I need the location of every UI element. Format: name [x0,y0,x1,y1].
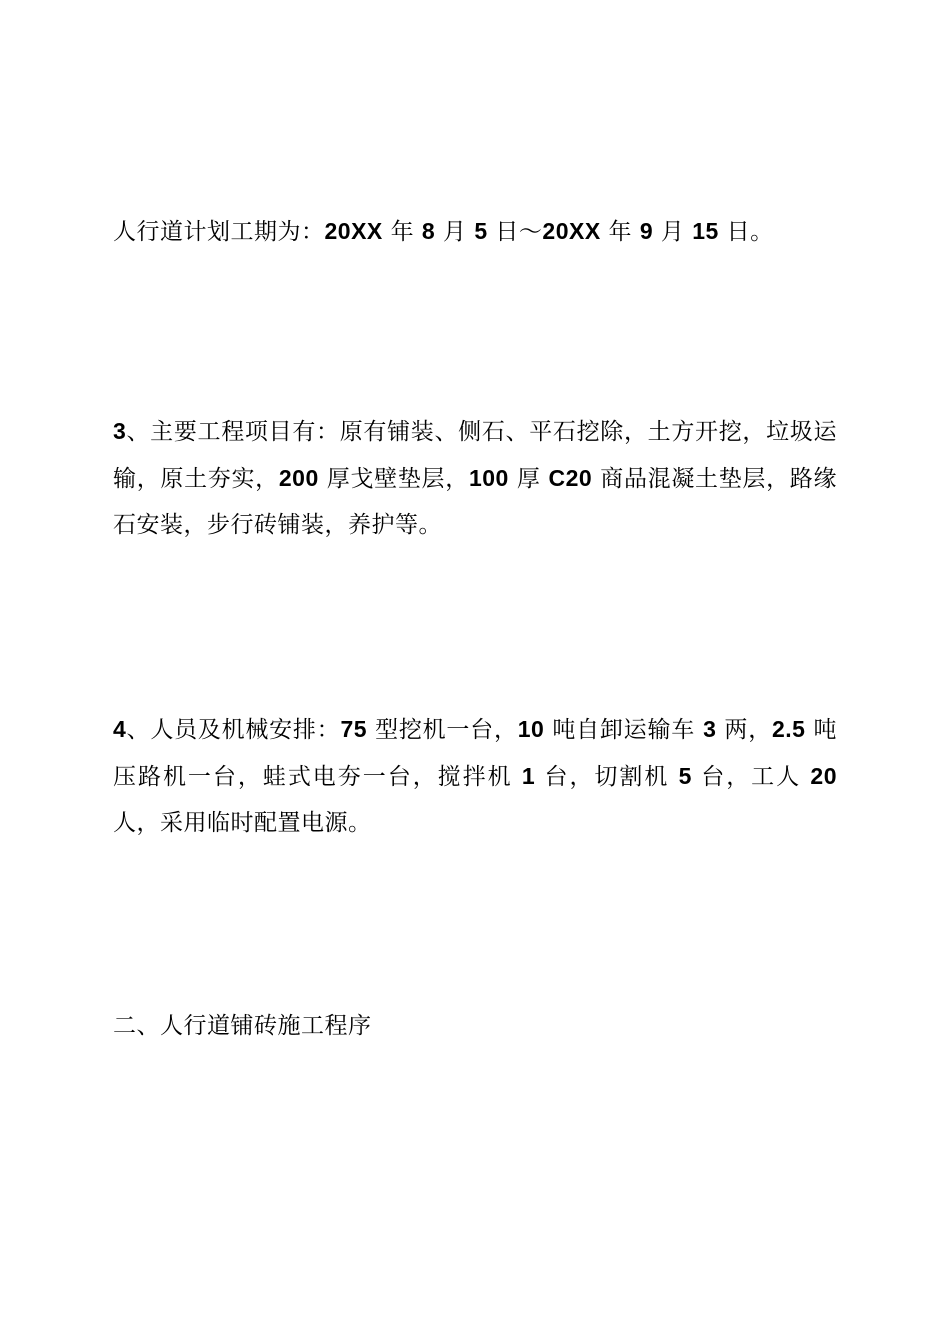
number-text: 1 [521,763,536,789]
section-heading-procedure [113,1003,837,1049]
number-text: 100 [468,465,509,491]
number-text: 3 [703,716,717,742]
text-segment: 、人员及机械安排： [126,717,341,743]
number-text: 75 [340,716,368,742]
text-segment: 两， [716,717,772,743]
number-text: 3 [113,418,127,444]
number-text: 20 [810,763,838,789]
text-segment: 日～ [487,219,543,245]
paragraph-main-items [113,408,837,548]
number-text: 10 [517,716,545,742]
number-text: 20XX [324,218,383,244]
text-segment: 年 [600,219,640,245]
text-segment: 人行道计划工期为： [113,219,325,245]
number-text: 4 [113,716,127,742]
number-text: 5 [474,218,488,244]
number-text: 15 [692,218,719,244]
text-segment: 二、人行道铺砖施工程序 [113,1013,372,1039]
number-text: 5 [678,763,692,789]
paragraph-schedule [113,208,837,255]
number-text: 20XX [542,218,601,244]
text-segment: 台，工人 [691,764,811,790]
number-text: 200 [278,465,319,491]
number-text: 2.5 [771,716,806,742]
number-text: C20 [548,465,593,491]
text-segment: 吨自卸运输车 [544,717,704,743]
text-segment: 厚戈壁垫层， [318,466,469,492]
number-text: 9 [639,218,654,244]
text-segment: 月 [435,219,475,245]
text-segment: 月 [653,219,693,245]
text-segment: 人，采用临时配置电源。 [113,810,372,836]
paragraph-personnel-machinery [113,706,837,846]
text-segment: 日。 [718,219,774,245]
text-segment: 年 [382,219,422,245]
number-text: 8 [421,218,436,244]
text-segment: 厚 [508,466,549,492]
text-segment: 吨压路机一台，蛙式电夯一台，搅拌机 [113,717,838,790]
text-segment: 型挖机一台， [367,717,518,743]
text-segment: 、主要工程项目有：原有铺装、侧石、平石挖除，土方开挖，垃圾运输，原土夯实， [113,419,837,492]
text-segment: 台，切割机 [535,764,679,790]
text-segment: 商品混凝土垫层，路缘石安装，步行砖铺装，养护等。 [113,466,838,538]
